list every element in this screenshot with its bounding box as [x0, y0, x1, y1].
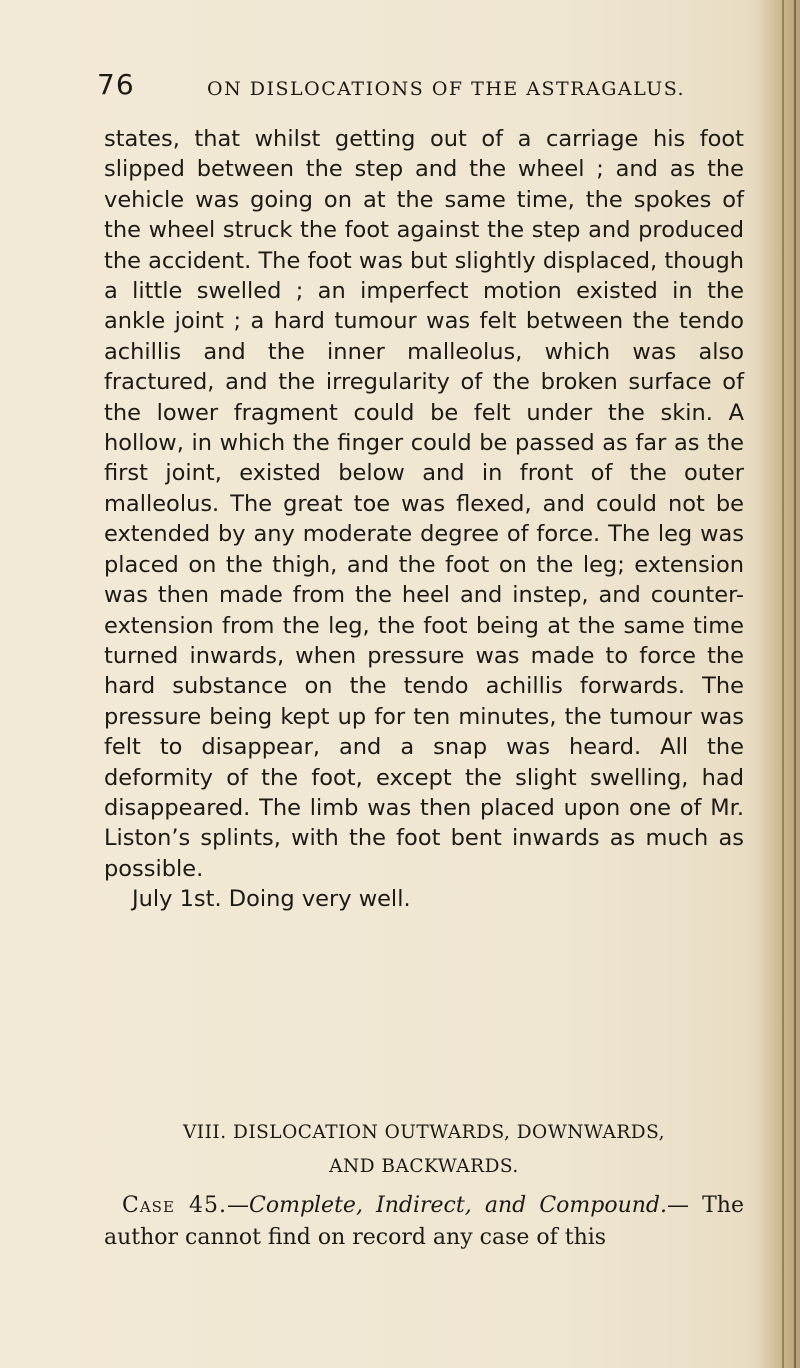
case-label: Case 45. — [122, 1193, 227, 1218]
section-heading — [104, 1116, 744, 1184]
page-number: 76 — [97, 68, 135, 101]
body-text — [104, 124, 744, 915]
page-edge-shadow — [758, 0, 800, 1368]
section-heading-line: AND BACKWARDS. — [329, 1156, 519, 1177]
case-entry — [104, 1190, 744, 1254]
page-edge-line — [794, 0, 796, 1368]
page-edge-line — [782, 0, 784, 1368]
running-title: ON DISLOCATIONS OF THE ASTRAGALUS. — [207, 78, 686, 100]
page-header — [97, 66, 697, 106]
case-note: July 1st. Doing very well. — [132, 886, 411, 913]
case-lead — [104, 1190, 744, 1254]
section-heading-line: VIII. DISLOCATION OUTWARDS, DOWNWARDS, — [182, 1122, 666, 1143]
case-text: The author cannot find on record any case of this — [104, 1193, 744, 1250]
case-description: Complete, Indirect, and Compound. — [249, 1193, 667, 1218]
body-paragraph: states, that whilst getting out of a carriage his foot slipped between the step and the wheel ; and as the vehicle was going on at the same time, the spokes of the wheel struck the foot against the step and produced the accident. The foot was but slightly displaced, though a little swelled ; an imperfect motion existed in the ankle joint ; a hard tumour was felt between the tendo achillis and the inner malleolus, which was also fractured, and the irregularity of the broken surface of the lower fragment could be felt under the skin. A hollow, in which the finger could be passed as far as the first joint, existed below and in front of the outer malleolus. The great toe was flexed, and could not be extended by any moderate degree of force. The leg was placed on the thigh, and the foot on the leg; extension was then made from the heel and instep, and counter-extension from the leg, the foot being at the same time turned inwards, when pressure was made to force the hard substance on the tendo achillis forwards. The pressure being kept up for ten minutes, the tumour was felt to disappear, and a snap was heard. All the deformity of the foot, except the slight swelling, had disappeared. The limb was then placed upon one of Mr. Liston’s splints, with the foot bent inwards as much as possible. — [104, 126, 744, 882]
case-dash: — — [227, 1193, 249, 1218]
case-dash: — — [667, 1193, 689, 1218]
